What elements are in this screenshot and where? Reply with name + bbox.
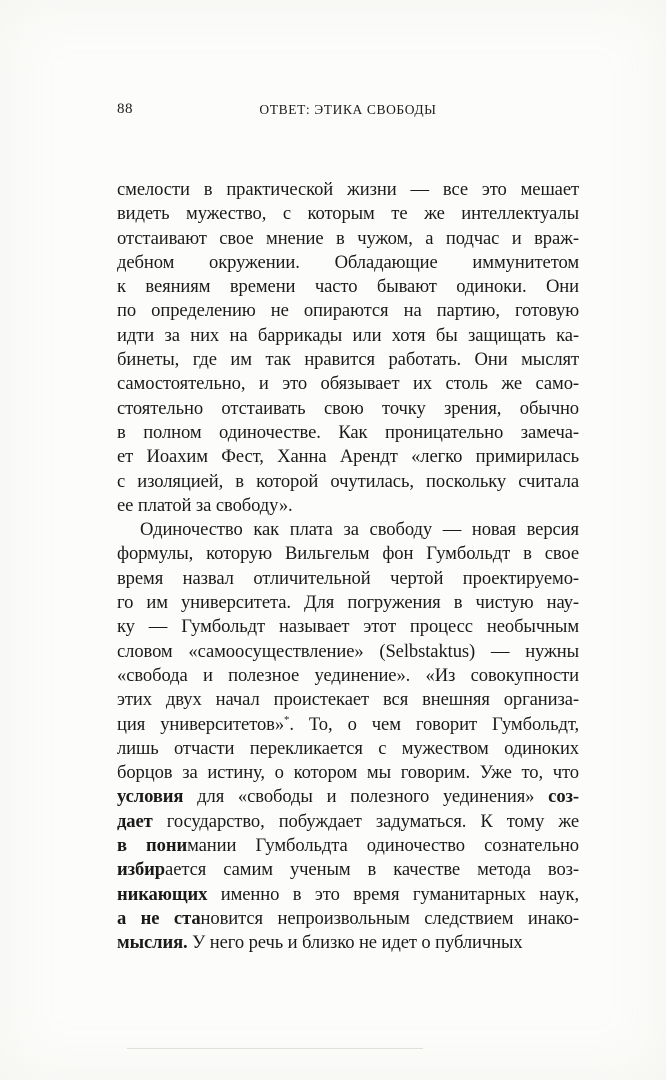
text-line	[117, 324, 579, 348]
footnote-marker: *	[284, 713, 290, 726]
text-line	[117, 470, 579, 494]
text-line	[117, 761, 579, 785]
text-run: борцов за истину, о котором мы говорим. Уже то, что	[117, 762, 579, 784]
running-header-title: ОТВЕТ: ЭТИКА СВОБОДЫ	[259, 102, 437, 117]
text-run: стоятельно отстаивать свою точку зрения, обычно	[117, 397, 579, 419]
text-run: дебном окружении. Обладающие иммунитетом	[117, 251, 579, 273]
text-run: видеть мужество, с которым те же интеллектуалы	[117, 203, 579, 225]
text-line	[117, 883, 579, 907]
text-run: лишь отчасти перекликается с мужеством одиноких	[117, 737, 579, 759]
text-line	[117, 202, 579, 226]
text-line	[117, 178, 579, 202]
text-run: смелости в практической жизни — все это мешает	[117, 179, 579, 200]
text-run: ается самим ученым в качестве метода воз-	[165, 859, 579, 881]
running-head	[117, 101, 579, 123]
text-run: ку — Гумбольдт называет этот процесс необычным	[117, 616, 579, 638]
text-run: новится непроизвольным следствием инако-	[200, 907, 579, 929]
scan-artifact-line	[127, 1048, 423, 1049]
text-run: формулы, которую Вильгельм фон Гумбольдт в свое	[117, 543, 579, 565]
text-line	[117, 445, 579, 469]
text-run: У него речь и близко не идет о публичных	[187, 932, 523, 954]
text-run: отстаивают свое мнение в чужом, а подчас и враж-	[117, 227, 579, 249]
text-run: с изоляцией, в которой очутилась, поскольку считала	[117, 470, 579, 492]
text-line	[117, 931, 579, 955]
text-run: к веяниям времени часто бывают одиноки. Они	[117, 276, 579, 298]
text-run: именно в это время гуманитарных наук,	[207, 883, 579, 905]
text-run: идти за них на баррикады или хотя бы защищать ка-	[117, 324, 579, 346]
text-line	[117, 542, 579, 566]
text-line	[117, 348, 579, 372]
text-line	[117, 615, 579, 639]
text-run: словом «самоосуществление» (Selbstaktus) — нужны	[117, 640, 579, 662]
text-run: ет Иоахим Фест, Ханна Арендт «легко примирилась	[117, 446, 579, 468]
text-run: для «свободы и полезного уединения»	[183, 786, 549, 808]
text-line	[117, 251, 579, 275]
text-line	[117, 494, 579, 518]
text-run: никающих	[117, 883, 208, 905]
text-line	[117, 664, 579, 688]
text-run: соз-	[548, 786, 579, 808]
text-run: . То, о чем говорит Гумбольдт,	[289, 713, 579, 735]
text-run: а не ста	[117, 907, 201, 929]
text-line	[117, 713, 579, 737]
text-run: государство, побуждает задуматься. К тому же	[152, 810, 579, 832]
text-line	[117, 688, 579, 712]
text-line	[117, 567, 579, 591]
text-line	[117, 275, 579, 299]
text-run: бинеты, где им так нравится работать. Они мыслят	[117, 349, 579, 371]
text-run: Одиночество как плата за свободу — новая версия	[140, 519, 579, 541]
text-line	[117, 421, 579, 445]
text-line	[117, 810, 579, 834]
text-run: самостоятельно, и это обязывает их столь же само-	[117, 373, 579, 395]
text-line	[117, 858, 579, 882]
text-line	[117, 907, 579, 931]
text-run: ее платой за свободу».	[117, 494, 293, 516]
text-line	[117, 372, 579, 396]
text-run: ция университетов»	[117, 713, 285, 735]
text-run: условия	[117, 786, 184, 808]
text-line	[117, 737, 579, 761]
text-run: этих двух начал проистекает вся внешняя организа-	[117, 689, 579, 711]
text-line	[117, 834, 579, 858]
text-run: мании Гумбольдта одиночество сознательно	[187, 835, 579, 857]
text-line	[117, 518, 579, 542]
text-run: «свобода и полезное уединение». «Из совокупности	[117, 664, 579, 686]
text-line	[117, 591, 579, 615]
text-run: мыслия.	[117, 932, 188, 954]
text-line	[117, 785, 579, 809]
text-run: го им университета. Для погружения в чистую нау-	[117, 592, 579, 614]
text-line	[117, 299, 579, 323]
text-run: избир	[117, 859, 166, 881]
text-line	[117, 640, 579, 664]
page-number: 88	[117, 101, 133, 117]
text-run: в полном одиночестве. Как проницательно замеча-	[117, 421, 579, 443]
text-line	[117, 397, 579, 421]
text-run: время назвал отличительной чертой проектируемо-	[117, 567, 579, 589]
text-run: дает	[117, 810, 153, 832]
text-run: по определению не опираются на партию, готовую	[117, 300, 579, 322]
body-text	[117, 178, 579, 956]
text-run: в пони	[117, 835, 188, 857]
text-line	[117, 227, 579, 251]
